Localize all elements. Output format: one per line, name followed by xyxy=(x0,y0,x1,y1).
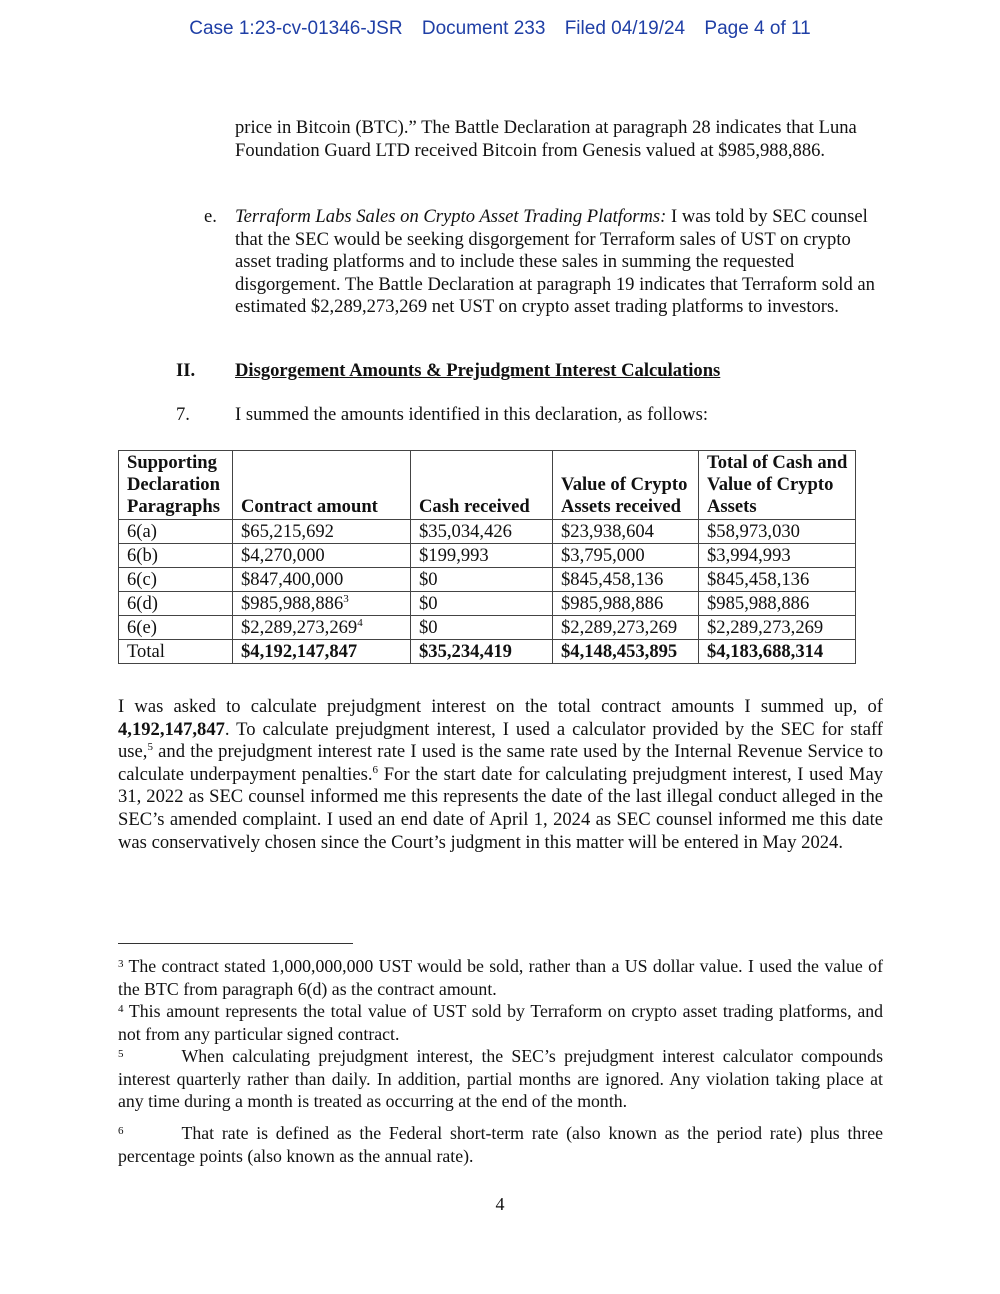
footnote-ref-5: 5 xyxy=(147,741,153,754)
table-row xyxy=(119,544,856,568)
cell-total: $845,458,136 xyxy=(699,568,856,592)
table-row xyxy=(119,592,856,616)
paragraph-text: I summed the amounts identified in this declaration, as follows: xyxy=(235,404,709,425)
footnote-6: $^6$ That rate is defined as the Federal short-term rate (also known as the period rate) plus three percentage points (also known as the annual rate). xyxy=(118,1123,883,1166)
footnote-ref-3: 3 xyxy=(343,593,349,605)
total-total: $4,183,688,314 xyxy=(699,640,856,664)
cell-total: $3,994,993 xyxy=(699,544,856,568)
table-header-row xyxy=(119,451,856,520)
header-contract-amount: Contract amount xyxy=(233,451,411,520)
cell-contract: $2,289,273,269$^4$ xyxy=(233,616,411,640)
paragraph-number: 7. xyxy=(176,404,190,425)
section-title: Disgorgement Amounts & Prejudgment Interest Calculations xyxy=(235,360,721,381)
total-label: Total xyxy=(119,640,233,664)
cell-paragraph: 6(e) xyxy=(119,616,233,640)
cell-crypto: $2,289,273,269 xyxy=(553,616,699,640)
cell-cash: $0 xyxy=(411,616,553,640)
total-contract-amount: 4,192,147,847 xyxy=(118,718,225,740)
table-total-row xyxy=(119,640,856,664)
header-total-value: Total of Cash and Value of Crypto Assets xyxy=(699,451,856,520)
item-title: Terraform Labs Sales on Crypto Asset Trading Platforms: xyxy=(235,206,667,227)
cell-crypto: $3,795,000 xyxy=(553,544,699,568)
cell-crypto: $23,938,604 xyxy=(553,520,699,544)
footnote-ref-6: 6 xyxy=(372,763,379,776)
cell-cash: $35,034,426 xyxy=(411,520,553,544)
cell-crypto: $845,458,136 xyxy=(553,568,699,592)
cell-cash: $199,993 xyxy=(411,544,553,568)
cell-contract: $985,988,886$^3$ xyxy=(233,592,411,616)
cell-contract: $847,400,000 xyxy=(233,568,411,592)
cell-paragraph: 6(a) xyxy=(119,520,233,544)
footnote-3: $^3$ The contract stated 1,000,000,000 UST would be sold, rather than a US dollar value. I used the value of the BTC from paragraph 6(d) as the contract amount. xyxy=(118,956,883,999)
table-row xyxy=(119,616,856,640)
list-item-e xyxy=(204,206,880,319)
page-number: 4 xyxy=(495,1194,505,1214)
page-indicator: Page 4 of 11 xyxy=(704,18,811,39)
continued-paragraph: price in Bitcoin (BTC).” The Battle Declaration at paragraph 28 indicates that Luna Foundation Guard LTD received Bitcoin from Genesis valued at $985,988,886. xyxy=(235,117,857,161)
disgorgement-table xyxy=(118,450,856,664)
footnote-ref-4: 4 xyxy=(357,617,363,629)
total-crypto: $4,148,453,895 xyxy=(553,640,699,664)
case-header xyxy=(0,18,1000,41)
cell-contract: $4,270,000 xyxy=(233,544,411,568)
section-number: II. xyxy=(176,360,196,381)
total-cash: $35,234,419 xyxy=(411,640,553,664)
table-row xyxy=(119,520,856,544)
footnote-divider xyxy=(118,943,353,944)
list-marker: e. xyxy=(204,206,217,227)
cell-paragraph: 6(c) xyxy=(119,568,233,592)
cell-total: $985,988,886 xyxy=(699,592,856,616)
header-crypto-value: Value of Crypto Assets received xyxy=(553,451,699,520)
document-number: Document 233 xyxy=(421,18,546,39)
cell-paragraph: 6(b) xyxy=(119,544,233,568)
cell-cash: $0 xyxy=(411,592,553,616)
cell-contract: $65,215,692 xyxy=(233,520,411,544)
footnote-4: $^4$ This amount represents the total value of UST sold by Terraform on crypto asset trading platforms, and not from any particular signed contract. xyxy=(118,1001,883,1044)
cell-crypto: $985,988,886 xyxy=(553,592,699,616)
item-text: I was told by SEC counsel that the SEC would be seeking disgorgement for Terraform sales of UST on crypto asset trading platforms and to include these sales in summing the requested disgorgement. The Battle Declaration at paragraph 19 indicates that Terraform sold an estimated $2,289,273,269 net UST on crypto asset trading platforms to investors. xyxy=(235,206,875,318)
case-number: Case 1:23-cv-01346-JSR xyxy=(189,18,403,39)
prejudgment-interest-paragraph: I was asked to calculate prejudgment interest on the total contract amounts I summed up, of 4,192,147,847. To calculate prejudgment interest, I used a calculator provided by the SEC for staff use,$^5$ and the prejudgment interest rate I used is the same rate used by the Internal Revenue Service to calculate underpayment penalties.$^6$ For the start date for calculating prejudgment interest, I used May 31, 2022 as SEC counsel informed me this represents the date of the last illegal conduct alleged in the SEC’s amended complaint. I used an end date of April 1, 2024 as SEC counsel informed me this date was conservatively chosen since the Court’s judgment in this matter will be entered in May 2024. xyxy=(118,696,883,853)
cell-paragraph: 6(d) xyxy=(119,592,233,616)
cell-total: $2,289,273,269 xyxy=(699,616,856,640)
cell-cash: $0 xyxy=(411,568,553,592)
table-row xyxy=(119,568,856,592)
total-contract: $4,192,147,847 xyxy=(233,640,411,664)
header-cash-received: Cash received xyxy=(411,451,553,520)
header-supporting-paragraphs: Supporting Declaration Paragraphs xyxy=(119,451,233,520)
cell-total: $58,973,030 xyxy=(699,520,856,544)
filed-date: Filed 04/19/24 xyxy=(564,18,686,39)
footnote-5: $^5$ When calculating prejudgment interest, the SEC’s prejudgment interest calculator compounds interest quarterly rather than daily. In addition, partial months are ignored. Any violation taking place at any time during a month is treated as occurring at the end of the month. xyxy=(118,1046,883,1111)
